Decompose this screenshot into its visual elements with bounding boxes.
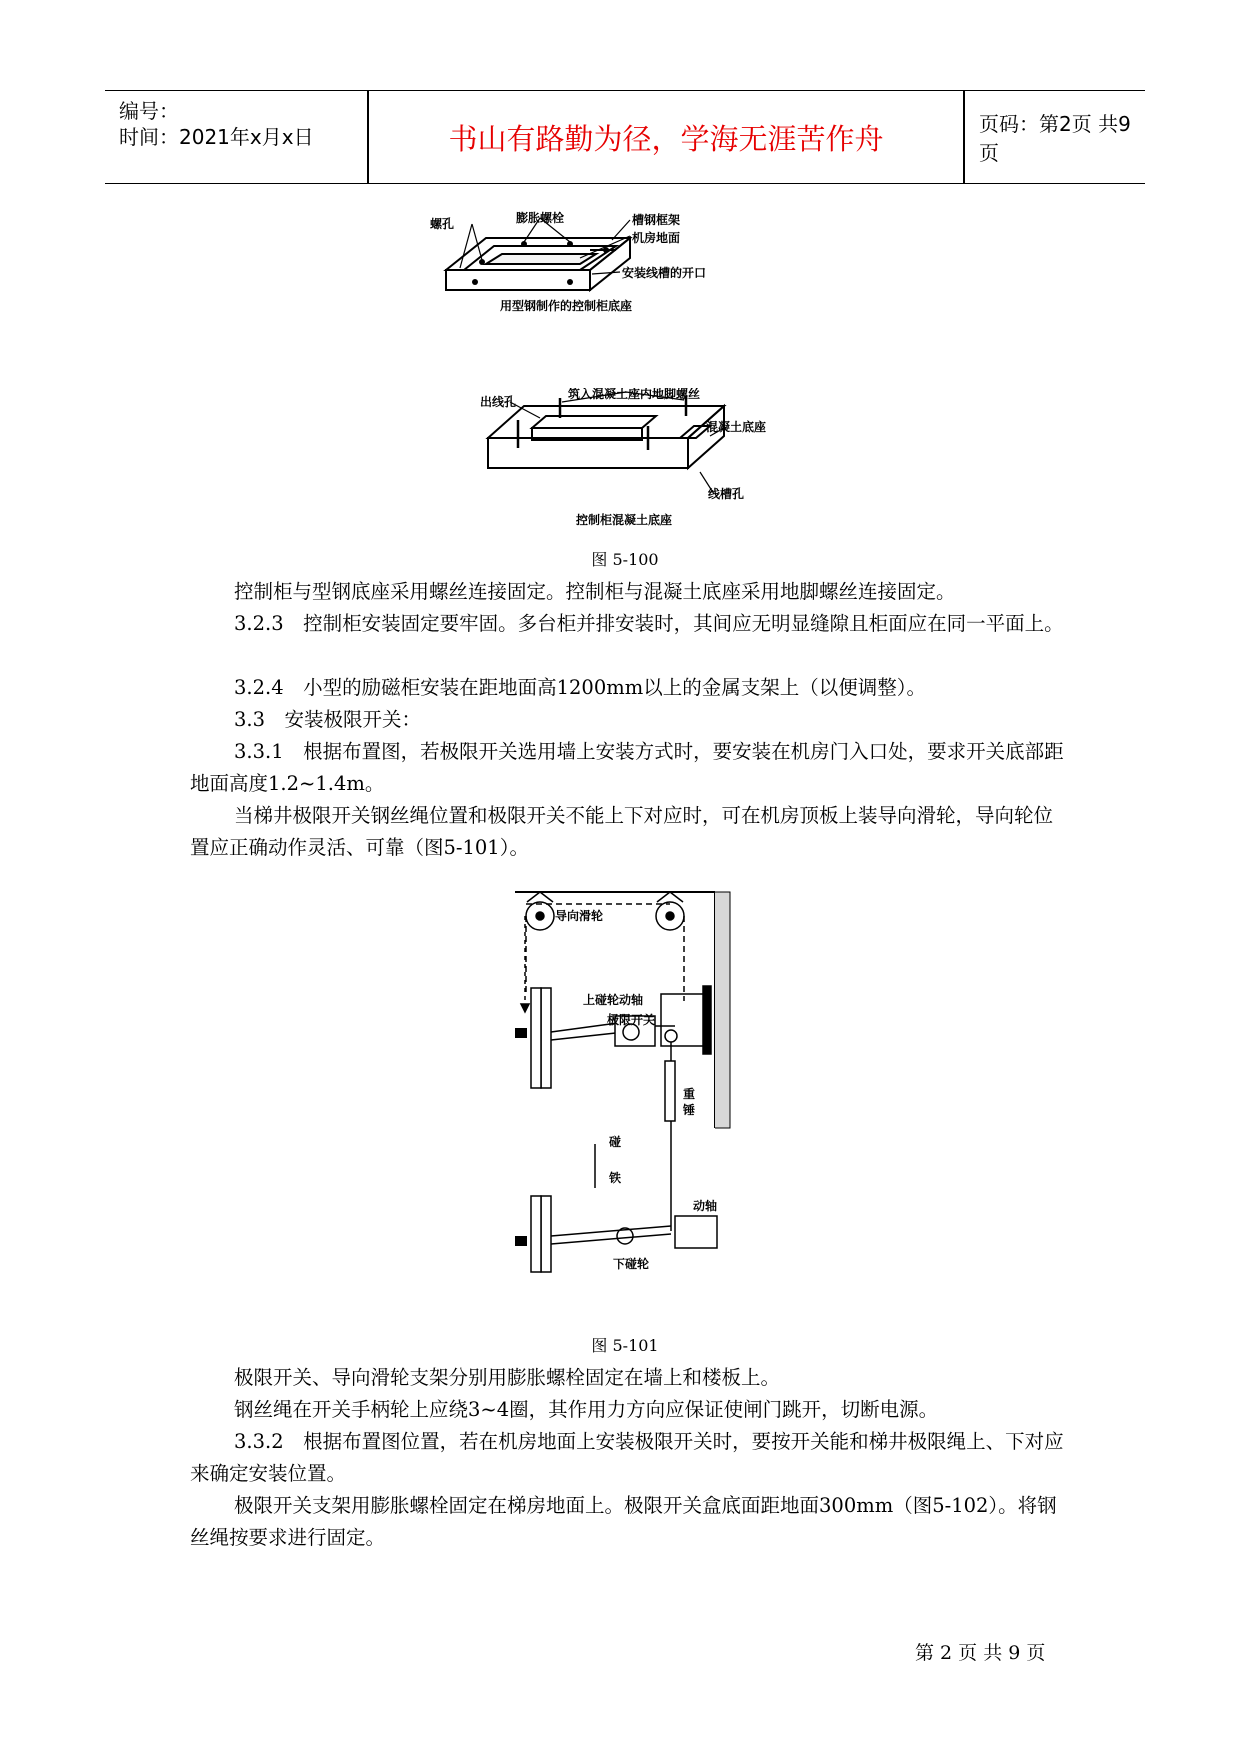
figure-caption-5-101: 图 5-101 xyxy=(591,1336,659,1355)
page-footer: 第 2 页 共 9 页 xyxy=(915,1642,1046,1664)
label-slot-hole: 线槽孔 xyxy=(708,487,745,501)
label-limit-switch: 极限开关 xyxy=(607,1013,656,1027)
label-upper-roller: 上碰轮动轴 xyxy=(583,993,644,1007)
number-label: 编号： xyxy=(119,99,179,123)
label-weight-2: 锤 xyxy=(683,1103,696,1117)
figure-steel-base xyxy=(430,210,760,345)
label-outlet-hole: 出线孔 xyxy=(480,395,517,409)
label-striker-1: 碰 xyxy=(609,1135,622,1149)
figure-caption-5-100: 图 5-100 xyxy=(591,550,659,569)
paragraph: 极限开关、导向滑轮支架分别用膨胀螺栓固定在墙上和楼板上。 xyxy=(234,1366,781,1389)
figure-concrete-base xyxy=(480,388,790,538)
paragraph: 3.3.2 根据布置图位置，若在机房地面上安装极限开关时，要按开关能和梯井极限绳上、下对应来确定安装位置。 xyxy=(190,1430,1064,1485)
label-channel-frame: 槽钢框架 xyxy=(632,213,681,227)
paragraph: 3.3 安装极限开关： xyxy=(234,708,422,731)
header-meta xyxy=(105,91,367,183)
label-guide-pulley: 导向滑轮 xyxy=(555,909,604,923)
paragraph: 控制柜与型钢底座采用螺丝连接固定。控制柜与混凝土底座采用地脚螺丝连接固定。 xyxy=(234,580,956,603)
figure-limit-switch xyxy=(515,876,735,1291)
figure-concrete-base-title: 控制柜混凝土底座 xyxy=(576,513,673,527)
label-striker-2: 铁 xyxy=(609,1171,622,1185)
label-lower-roller: 下碰轮 xyxy=(613,1257,650,1271)
figure-steel-base-title: 用型钢制作的控制柜底座 xyxy=(500,299,633,313)
label-moving-shaft: 动轴 xyxy=(693,1199,718,1213)
page-header xyxy=(105,90,1145,184)
label-weight-1: 重 xyxy=(683,1087,696,1101)
label-screw-hole: 螺孔 xyxy=(430,217,455,231)
time-label: 时间：2021年x月x日 xyxy=(119,125,314,149)
paragraph: 3.2.3 控制柜安装固定要牢固。多台柜并排安装时，其间应无明显缝隙且柜面应在同一平面上。 xyxy=(234,612,1064,635)
header-divider xyxy=(963,91,965,183)
paragraph: 极限开关支架用膨胀螺栓固定在梯房地面上。极限开关盒底面距地面300mm（图5-102）。将钢丝绳按要求进行固定。 xyxy=(190,1494,1057,1549)
paragraph: 3.2.4 小型的励磁柜安装在距地面高1200mm以上的金属支架上（以便调整）。 xyxy=(234,676,926,699)
label-concrete-base: 混凝土底座 xyxy=(706,420,767,434)
header-page-info: 页码：第2页 共9页 xyxy=(979,112,1131,165)
header-motto: 书山有路勤为径，学海无涯苦作舟 xyxy=(448,121,884,156)
label-slot-opening: 安装线槽的开口 xyxy=(622,266,707,280)
label-machine-floor: 机房地面 xyxy=(632,231,681,245)
paragraph: 当梯井极限开关钢丝绳位置和极限开关不能上下对应时，可在机房顶板上装导向滑轮，导向轮位置应正确动作灵活、可靠（图5-101）。 xyxy=(190,804,1054,859)
label-anchor-bolt: 筑入混凝土座内地脚螺丝 xyxy=(568,388,701,401)
paragraph: 钢丝绳在开关手柄轮上应绕3~4圈，其作用力方向应保证使闸门跳开，切断电源。 xyxy=(234,1398,939,1421)
paragraph: 3.3.1 根据布置图，若极限开关选用墙上安装方式时，要安装在机房门入口处，要求开关底部距地面高度1.2~1.4m。 xyxy=(190,740,1064,795)
label-expansion-bolt: 膨胀螺栓 xyxy=(516,211,565,225)
